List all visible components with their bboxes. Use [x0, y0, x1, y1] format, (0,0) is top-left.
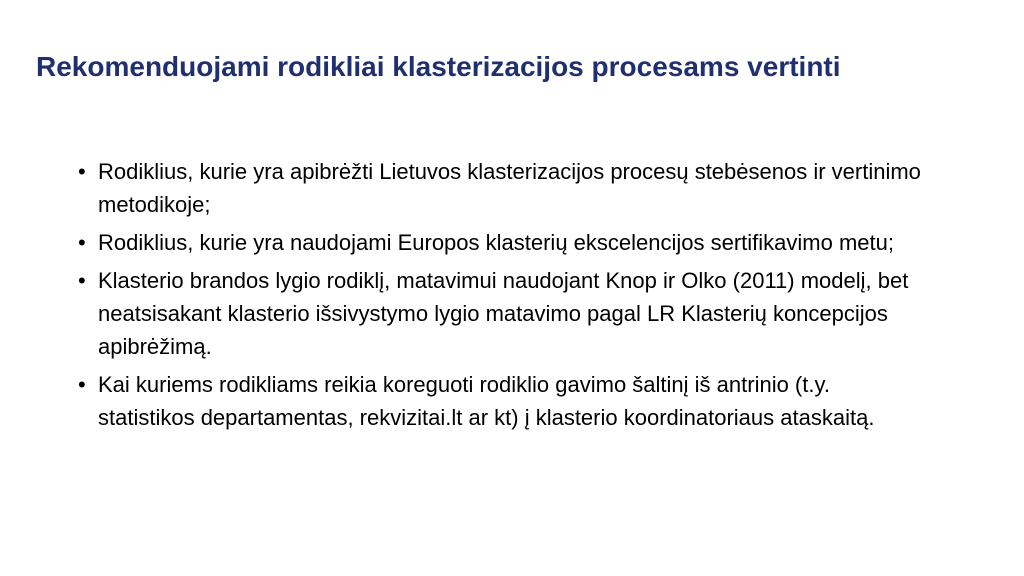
bullet-icon: •: [78, 159, 86, 184]
bullet-icon: •: [78, 372, 86, 397]
bullet-item: [78, 226, 928, 259]
slide-title: Rekomenduojami rodikliai klasterizacijos procesams vertinti: [36, 51, 841, 82]
bullet-icon: •: [78, 230, 86, 255]
bullet-item: [78, 155, 928, 221]
bullet-text: Kai kuriems rodikliams reikia koreguoti rodiklio gavimo šaltinį iš antrinio (t.y. statistikos departamentas, rekvizitai.lt ar kt) į klasterio koordinatoriaus ataskaitą.: [98, 372, 875, 430]
bullet-list: [78, 155, 928, 439]
bullet-icon: •: [78, 268, 86, 293]
bullet-item: [78, 264, 928, 363]
bullet-item: [78, 368, 928, 434]
bullet-text: Rodiklius, kurie yra apibrėžti Lietuvos klasterizacijos procesų stebėsenos ir vertinimo metodikoje;: [98, 159, 921, 217]
bullet-text: Rodiklius, kurie yra naudojami Europos klasterių ekscelencijos sertifikavimo metu;: [98, 230, 894, 255]
bullet-text: Klasterio brandos lygio rodiklį, matavimui naudojant Knop ir Olko (2011) modelį, bet neatsisakant klasterio išsivystymo lygio matavimo pagal LR Klasterių koncepcijos apibrėžimą.: [98, 268, 909, 359]
